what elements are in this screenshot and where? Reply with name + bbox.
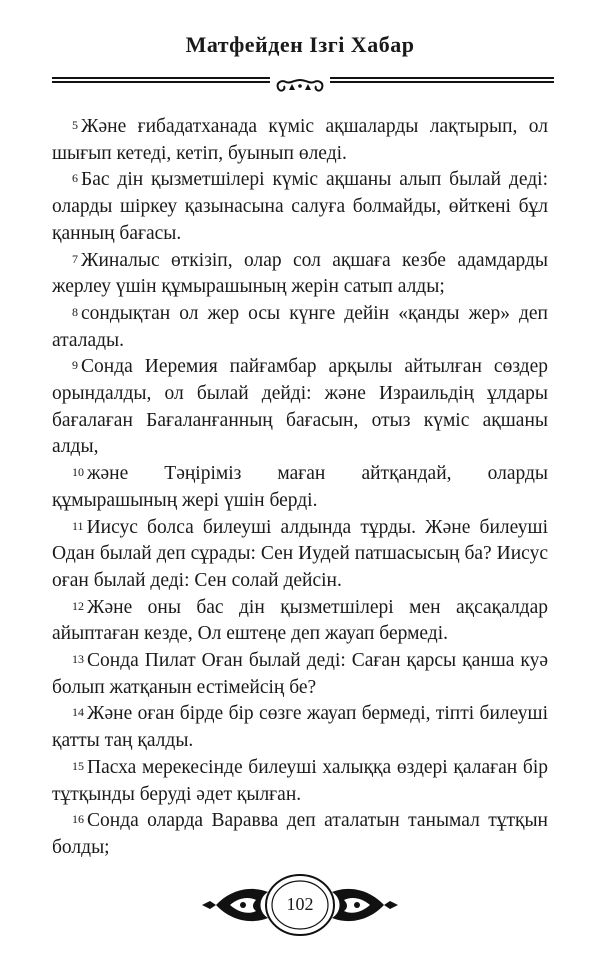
- verse-text: Және ғибадатханада күміс ақшаларды лақтырып, ол шығып кетеді, кетіп, буынып өледі.: [52, 116, 548, 164]
- verse-number: 14: [72, 705, 84, 720]
- verse-number: 15: [72, 758, 84, 773]
- verse-number: 12: [72, 598, 84, 613]
- verse-text: Бас дін қызметшілері күміс ақшаны алып былай деді: оларды шіркеу қазынасына салуға болмайды, өйткені бұл қанның бағасы.: [52, 169, 548, 244]
- verse-number: 10: [72, 465, 84, 480]
- verse-number: 8: [72, 304, 78, 319]
- verse: [52, 755, 548, 808]
- verse-number: 5: [72, 118, 78, 132]
- verse-number: 16: [72, 812, 84, 827]
- verse-number: 6: [72, 171, 78, 186]
- verse-text: Сонда Пилат Оған былай деді: Саған қарсы қанша куә болып жатқанын естімейсің бе?: [52, 650, 548, 698]
- verse-text: Сонда Иеремия пайғамбар арқылы айтылған сөздер орындалды, ол былай дейді: және Израильдің ұлдары бағалаған Бағаланғанның бағасын, отыз күміс ақшаны алды,: [52, 356, 548, 458]
- verse-text: Иисус болса билеуші алдында тұрды. Және билеуші Одан былай деп сұрады: Сен Иудей патшасысың ба? Иисус оған былай деді: Сен солай дейсін.: [52, 516, 548, 591]
- verse: [52, 167, 548, 247]
- verse-text: Сонда оларда Варавва деп аталатын танымал тұтқын болды;: [52, 810, 548, 858]
- scripture-text: [52, 114, 548, 862]
- verse: [52, 808, 548, 861]
- verse-text: Пасха мерекесінде билеуші халыққа өздері қалаған бір тұтқынды беруді әдет қылған.: [52, 756, 548, 805]
- verse: [52, 248, 548, 301]
- verse-number: 13: [72, 652, 84, 667]
- verse: [52, 461, 548, 514]
- header-ornament-icon: [270, 76, 330, 96]
- verse-number: 9: [72, 358, 78, 373]
- verse: [52, 701, 548, 754]
- verse: [52, 648, 548, 701]
- verse: [52, 595, 548, 648]
- verse: [52, 114, 548, 167]
- verse: [52, 301, 548, 354]
- verse-text: Және оны бас дін қызметшілері мен ақсақалдар айыптаған кезде, Ол ештеңе деп жауап бермеді.: [52, 596, 548, 645]
- running-header-title: Матфейден Ізгі Хабар: [185, 32, 415, 57]
- verse-text: Жиналыс өткізіп, олар сол ақшаға кезбе адамдарды жерлеу үшін құмырашының жерін сатып алды;: [52, 249, 548, 298]
- verse: [52, 354, 548, 461]
- verse: [52, 515, 548, 595]
- page-number: 102: [286, 894, 314, 914]
- verse-number: 11: [72, 518, 84, 533]
- verse-text: сондықтан ол жер осы күнге дейін «қанды жер» деп аталады.: [52, 302, 548, 351]
- verse-number: 7: [72, 251, 78, 266]
- verse-text: және Тәңіріміз маған айтқандай, оларды құмырашының жері үшін берді.: [52, 463, 548, 511]
- verse-text: Және оған бірде бір сөзге жауап бермеді, тіпті билеуші қатты таң қалды.: [52, 703, 548, 752]
